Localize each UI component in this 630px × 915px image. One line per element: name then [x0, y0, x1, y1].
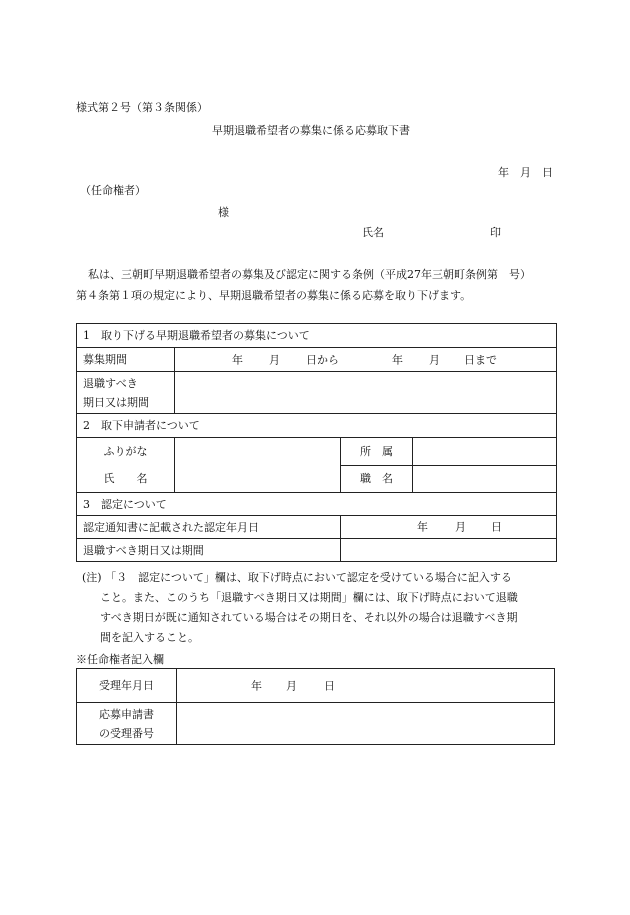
body-text-line1: 私は、三朝町早期退職希望者の募集及び認定に関する条例（平成27年三朝町条例第 号） [88, 268, 531, 281]
cert-date-row [77, 516, 557, 539]
form-title: 早期退職希望者の募集に係る応募取下書 [212, 124, 410, 137]
section2-heading-row [77, 414, 557, 438]
cert-date-label: 認定通知書に記載された認定年月日 [77, 516, 341, 539]
furigana-row [77, 438, 557, 466]
section3-heading-row [77, 493, 557, 516]
retire-period-label: 退職すべき 期日又は期間 [77, 372, 175, 414]
receipt-date-row [77, 669, 555, 703]
section1-heading: 1 取り下げる早期退職希望者の募集について [77, 324, 557, 348]
cert-month: 月 [455, 520, 466, 534]
applicant-name-field[interactable] [175, 438, 341, 493]
name-label: 氏名 [362, 226, 384, 239]
cert-year: 年 [417, 520, 428, 534]
appointer-label: （任命権者） [80, 184, 146, 197]
section2-heading: 2 取下申請者について [77, 414, 557, 438]
cert-date-field[interactable] [341, 516, 557, 539]
receipt-number-field[interactable] [177, 703, 555, 745]
to-year: 年 [392, 353, 403, 366]
receipt-day: 日 [324, 679, 335, 692]
note-line2: こと。また、このうち「退職すべき期日又は期間」欄には、取下げ時点において退職 [100, 591, 518, 604]
receipt-number-row [77, 703, 555, 745]
from-month: 月 [269, 353, 280, 366]
seal-mark: 印 [490, 226, 501, 239]
to-month: 月 [429, 353, 440, 366]
cert-day: 日 [491, 520, 502, 534]
period-row [77, 348, 557, 372]
affiliation-field[interactable] [413, 438, 557, 466]
note-line4: 間を記入すること。 [100, 631, 199, 644]
receipt-year: 年 [251, 679, 262, 692]
date-line: 年 月 日 [498, 166, 553, 179]
receipt-month: 月 [286, 679, 297, 692]
section1-heading-row [77, 324, 557, 348]
note-line3: すべき期日が既に通知されている場合はその期日を、それ以外の場合は退職すべき期 [100, 611, 518, 624]
form-number: 様式第２号（第３条関係） [76, 101, 208, 114]
section3-heading: 3 認定について [77, 493, 557, 516]
retire-period-field[interactable] [175, 372, 557, 414]
to-day: 日まで [464, 353, 497, 366]
position-field[interactable] [413, 465, 557, 493]
affiliation-label: 所 属 [341, 438, 413, 466]
from-year: 年 [232, 353, 243, 366]
body-text-line2: 第４条第１項の規定により、早期退職希望者の募集に係る応募を取り下げます。 [76, 289, 472, 302]
from-day: 日から [306, 353, 339, 366]
applicant-name-label: ふりがな 氏 名 [77, 438, 175, 493]
addressee-sama: 様 [218, 206, 229, 219]
receipt-date-label: 受理年月日 [77, 669, 177, 703]
note-line1: (注) 「３ 認定について」欄は、取下げ時点において認定を受けている場合に記入する [82, 571, 512, 584]
period-label: 募集期間 [77, 348, 175, 372]
retire-date-row [77, 539, 557, 562]
receipt-date-field[interactable] [177, 669, 555, 703]
retire-period-row [77, 372, 557, 414]
position-label: 職 名 [341, 465, 413, 493]
period-field[interactable] [175, 348, 557, 372]
receipt-number-label: 応募申請書 の受理番号 [77, 703, 177, 745]
application-table [76, 323, 557, 562]
retire-date-field[interactable] [341, 539, 557, 562]
appointer-section-label: ※任命権者記入欄 [76, 653, 164, 666]
retire-date-label: 退職すべき期日又は期間 [77, 539, 341, 562]
receipt-table [76, 668, 555, 745]
